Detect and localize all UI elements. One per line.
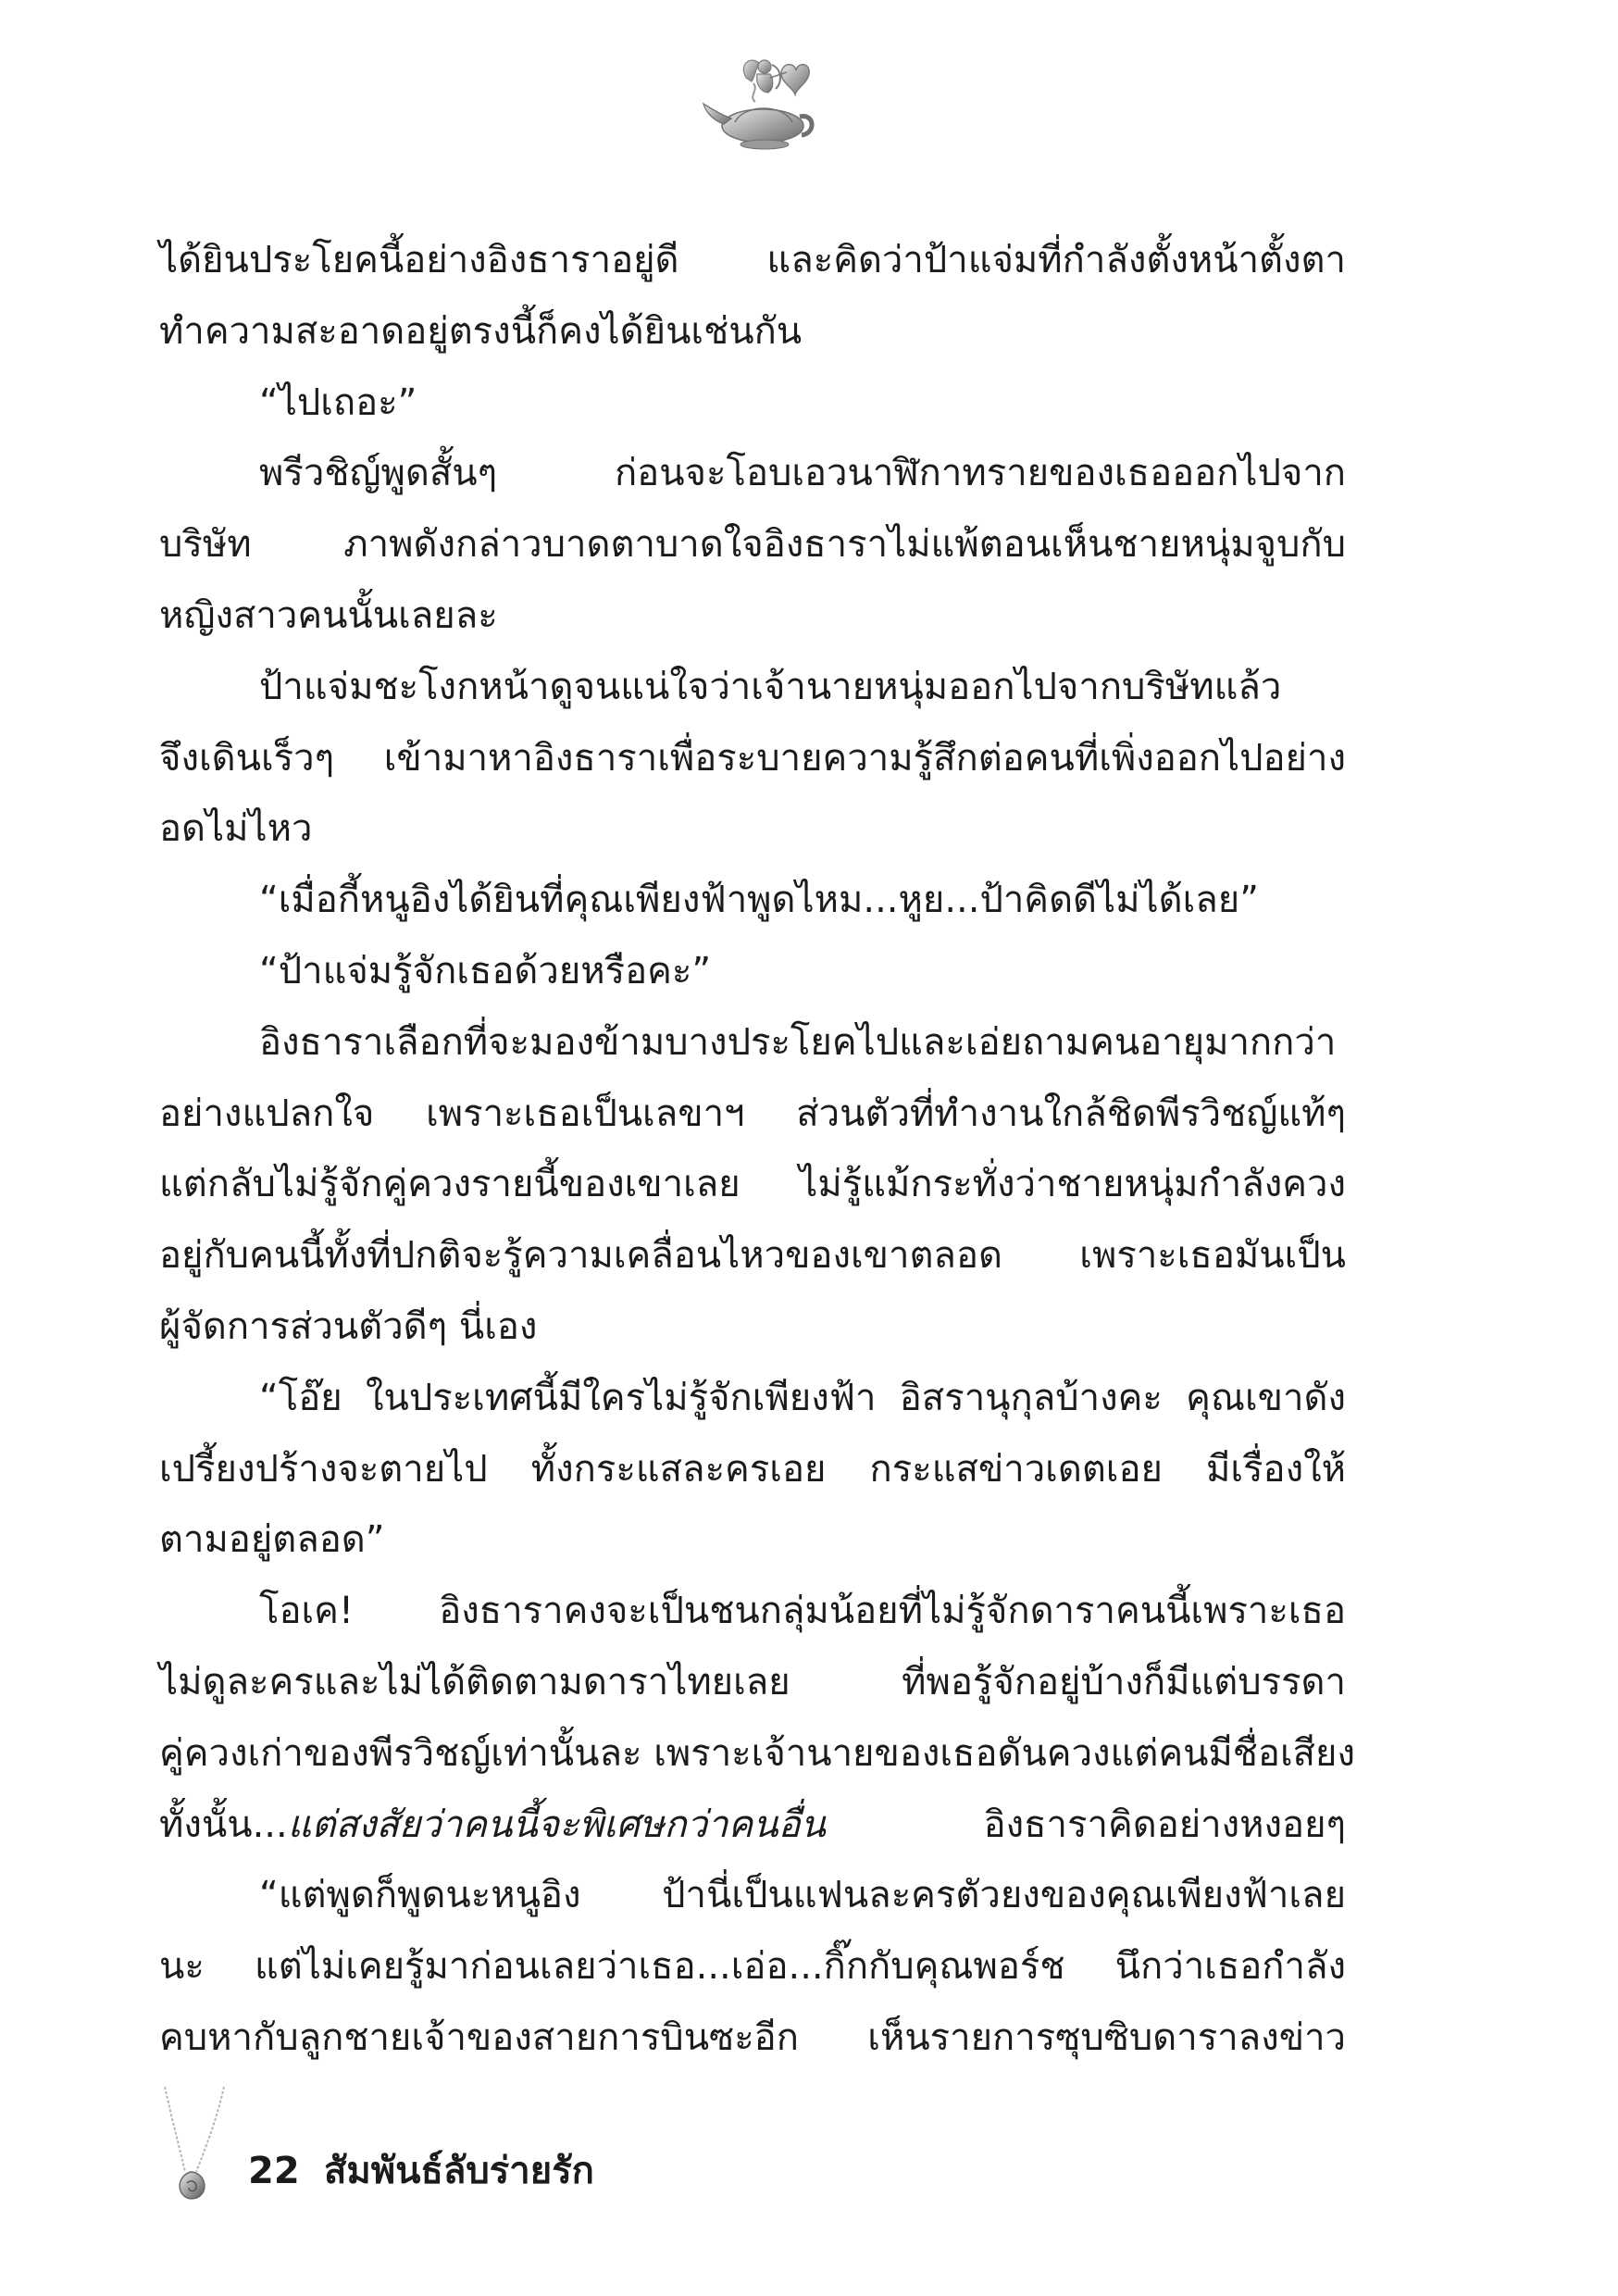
text-line: อิงธาราเลือกที่จะมองข้ามบางประโยคไปและเอ่ยถามคนอายุมากกว่า xyxy=(259,1020,1337,1064)
text-line: “ไปเถอะ” xyxy=(259,381,417,424)
text-line: นะ แต่ไม่เคยรู้มาก่อนเลยว่าเธอ...เอ่อ...กิ๊กกับคุณพอร์ช นึกว่าเธอกำลัง xyxy=(159,1945,1346,1989)
text-line: ได้ยินประโยคนี้อย่างอิงธาราอยู่ดี และคิดว่าป้าแจ่มที่กำลังตั้งหน้าตั้งตา xyxy=(159,239,1346,281)
text-line: จึงเดินเร็วๆ เข้ามาหาอิงธาราเพื่อระบายความรู้สึกต่อคนที่เพิ่งออกไปอย่าง xyxy=(159,736,1346,780)
necklace-pendant-icon xyxy=(159,2083,243,2203)
text-line: ตามอยู่ตลอด” xyxy=(159,1518,385,1562)
book-title: สัมพันธ์ลับร่ายรัก xyxy=(324,2150,594,2192)
text-line: ไม่ดูละครและไม่ได้ติดตามดาราไทยเลย ที่พอรู้จักอยู่บ้างก็มีแต่บรรดา xyxy=(159,1660,1346,1703)
text-line: ผู้จัดการส่วนตัวดีๆ นี่เอง xyxy=(159,1304,538,1348)
text-line: “โอ๊ย ในประเทศนี้มีใครไม่รู้จักเพียงฟ้า อิสรานุกุลบ้างคะ คุณเขาดัง xyxy=(259,1376,1346,1419)
story-text xyxy=(159,225,1356,2074)
text-line: คู่ควงเก่าของพีรวิชญ์เท่านั้นละ เพราะเจ้านายของเธอดันควงแต่คนมีชื่อเสียง xyxy=(159,1731,1356,1775)
text-line-mixed xyxy=(159,1790,1346,1861)
text-line: พรีวชิญ์พูดสั้นๆ ก่อนจะโอบเอวนาฬิกาทรายของเธอออกไปจาก xyxy=(259,452,1346,495)
page-footer xyxy=(159,2083,807,2203)
mixed-before: ทั้งนั้น... xyxy=(159,1803,288,1846)
text-line: หญิงสาวคนนั้นเลยละ xyxy=(159,593,498,637)
cupid-teapot-icon xyxy=(691,46,839,157)
text-line: โอเค! อิงธาราคงจะเป็นชนกลุ่มน้อยที่ไม่รู้จักดาราคนนี้เพราะเธอ xyxy=(259,1590,1346,1633)
text-line: เปรี้ยงปร้างจะตายไป ทั้งกระแสละครเอย กระแสข่าวเดตเอย มีเรื่องให้ xyxy=(159,1447,1346,1491)
text-line: บริษัท ภาพดังกล่าวบาดตาบาดใจอิงธาราไม่แพ้ตอนเห็นชายหนุ่มจูบกับ xyxy=(159,523,1346,567)
text-line: อยู่กับคนนี้ทั้งที่ปกติจะรู้ความเคลื่อนไหวของเขาตลอด เพราะเธอมันเป็น xyxy=(159,1234,1346,1278)
text-line: “เมื่อกี้หนูอิงได้ยินที่คุณเพียงฟ้าพูดไหม...หูย...ป้าคิดดีไม่ได้เลย” xyxy=(259,879,1259,922)
page-number: 22 xyxy=(248,2150,300,2192)
text-line: ทำความสะอาดอยู่ตรงนี้ก็คงได้ยินเช่นกัน xyxy=(159,309,803,353)
italic-thought: แต่สงสัยว่าคนนี้จะพิเศษกว่าคนอื่น xyxy=(287,1803,826,1846)
text-line: อดไม่ไหว xyxy=(159,807,313,851)
text-line: แต่กลับไม่รู้จักคู่ควงรายนี้ของเขาเลย ไม่รู้แม้กระทั่งว่าชายหนุ่มกำลังควง xyxy=(159,1163,1346,1206)
text-line: คบหากับลูกชายเจ้าของสายการบินซะอีก เห็นรายการซุบซิบดาราลงข่าว xyxy=(159,2015,1346,2059)
text-line: อย่างแปลกใจ เพราะเธอเป็นเลขาฯ ส่วนตัวที่ทำงานใกล้ชิดพีรวิชญ์แท้ๆ xyxy=(159,1092,1346,1135)
text-line: “ป้าแจ่มรู้จักเธอด้วยหรือคะ” xyxy=(259,949,712,992)
mixed-after: อิงธาราคิดอย่างหงอยๆ xyxy=(825,1803,1346,1846)
text-line: ป้าแจ่มชะโงกหน้าดูจนแน่ใจว่าเจ้านายหนุ่มออกไปจากบริษัทแล้ว xyxy=(259,665,1282,708)
text-line: “แต่พูดก็พูดนะหนูอิง ป้านี่เป็นแฟนละครตัวยงของคุณเพียงฟ้าเลย xyxy=(259,1874,1346,1917)
